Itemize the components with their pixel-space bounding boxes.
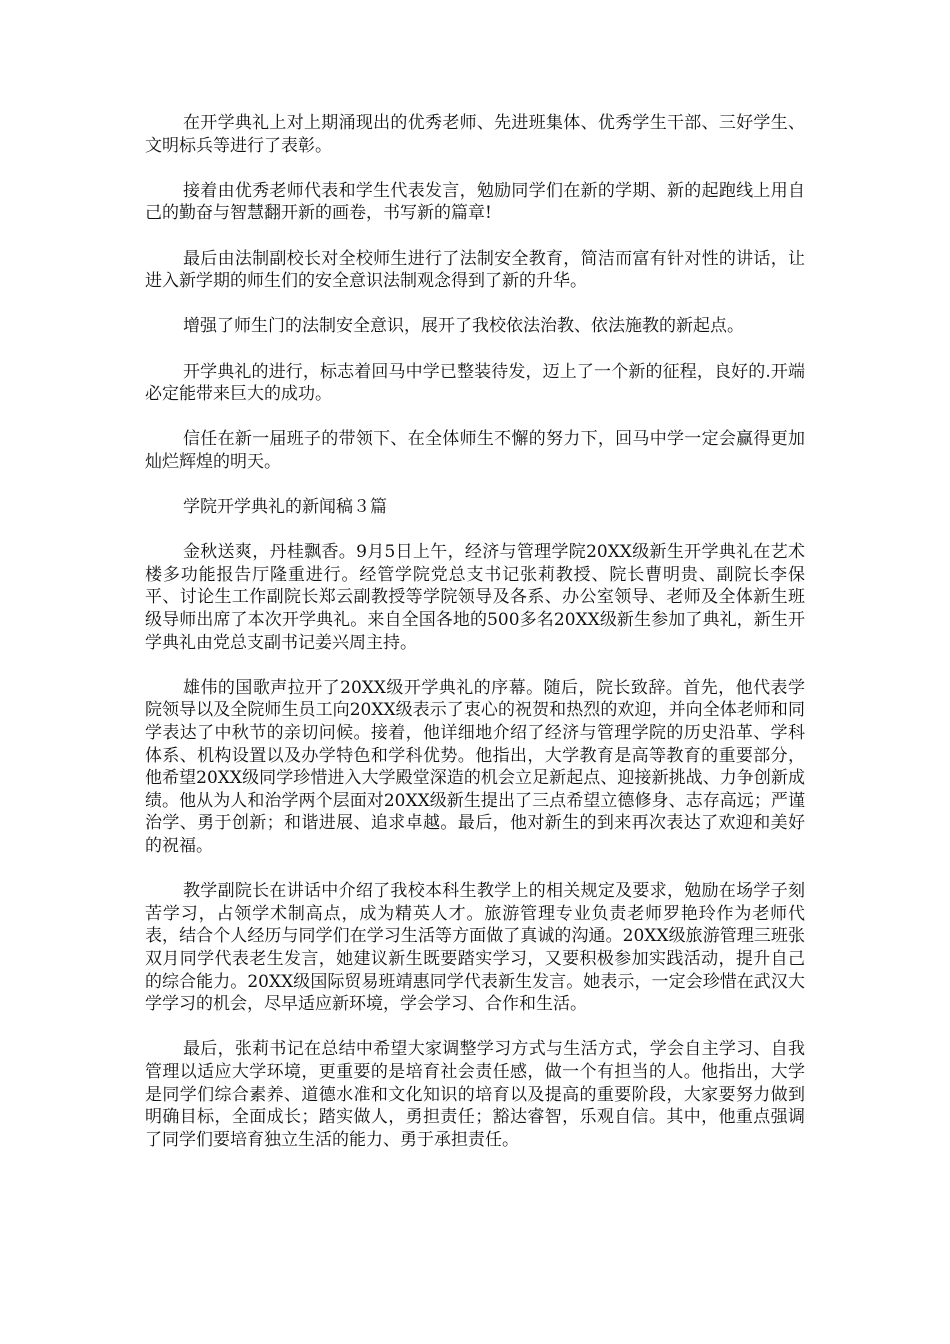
paragraph-legal-education: 最后由法制副校长对全校师生进行了法制安全教育，简洁而富有针对性的讲话，让进入新学期的师生们的安全意识法制观念得到了新的升华。 — [145, 248, 805, 292]
paragraph-commendation: 在开学典礼上对上期涌现出的优秀老师、先进班集体、优秀学生干部、三好学生、文明标兵等进行了表彰。 — [145, 113, 805, 156]
section-heading: 学院开学典礼的新闻稿３篇 — [183, 497, 387, 518]
paragraph-closing-summary: 最后，张莉书记在总结中希望大家调整学习方式与生活方式，学会自主学习、自我管理以适应大学环境，更重要的是培育社会责任感，做一个有担当的人。他指出，大学是同学们综合素养、道德水准和文化知识的培育以及提高的重要阶段，大家要努力做到明确目标，全面成长；踏实做人，勇担责任；豁达睿智，乐观自信。其中，他重点强调了同学们要培育独立生活的能力、勇于承担责任。 — [145, 1039, 805, 1150]
paragraph-representatives: 教学副院长在讲话中介绍了我校本科生教学上的相关规定及要求，勉励在场学子刻苦学习，占领学术制高点，成为精英人才。旅游管理专业负责老师罗艳玲作为老师代表，结合个人经历与同学们在学习生活等方面做了真诚的沟通。20XX级旅游管理三班张双月同学代表老生发言，她建议新生既要踏实学习，又要积极参加实践活动，提升自己的综合能力。20XX级国际贸易班靖惠同学代表新生发言。她表示，一定会珍惜在武汉大学学习的机会，尽早适应新环境，学会学习、合作和生活。 — [145, 881, 805, 1015]
paragraph-ceremony-opening: 金秋送爽，丹桂飘香。9月5日上午，经济与管理学院20XX级新生开学典礼在艺术楼多功能报告厅隆重进行。经管学院党总支书记张莉教授、院长曹明贵、副院长李保平、讨论生工作副院长郑云副教授等学院领导及各系、办公室领导、老师及全体新生班级导师出席了本次开学典礼。来自全国各地的500多名20XX级新生参加了典礼，新生开学典礼由党总支副书记姜兴周主持。 — [145, 542, 805, 653]
document-body — [145, 112, 805, 1174]
paragraph-speeches: 接着由优秀老师代表和学生代表发言，勉励同学们在新的学期、新的起跑线上用自己的勤奋与智慧翻开新的画卷，书写新的篇章! — [145, 180, 805, 224]
paragraph-legal-awareness: 增强了师生门的法制安全意识，展开了我校依法治教、依法施教的新起点。 — [183, 316, 744, 337]
paragraph-dean-speech: 雄伟的国歌声拉开了20XX级开学典礼的序幕。随后，院长致辞。首先，他代表学院领导以及全院师生员工向20XX级表示了衷心的祝贺和热烈的欢迎，并向全体老师和同学表达了中秋节的亲切问候。接着，他详细地介绍了经济与管理学院的历史沿革、学科体系、机构设置以及办学特色和学科优势。他指出，大学教育是高等教育的重要部分，他希望20XX级同学珍惜进入大学殿堂深造的机会立足新起点、迎接新挑战、力争创新成绩。他从为人和治学两个层面对20XX级新生提出了三点希望立德修身、志存高远；严谨治学、勇于创新；和谐进展、追求卓越。最后，他对新生的到来再次表达了欢迎和美好的祝福。 — [145, 677, 805, 856]
paragraph-bright-future: 信任在新一届班子的带领下、在全体师生不懈的努力下，回马中学一定会赢得更加灿烂辉煌的明天。 — [145, 429, 805, 472]
paragraph-new-journey: 开学典礼的进行，标志着回马中学已整装待发，迈上了一个新的征程，良好的.开端必定能带来巨大的成功。 — [145, 361, 805, 405]
